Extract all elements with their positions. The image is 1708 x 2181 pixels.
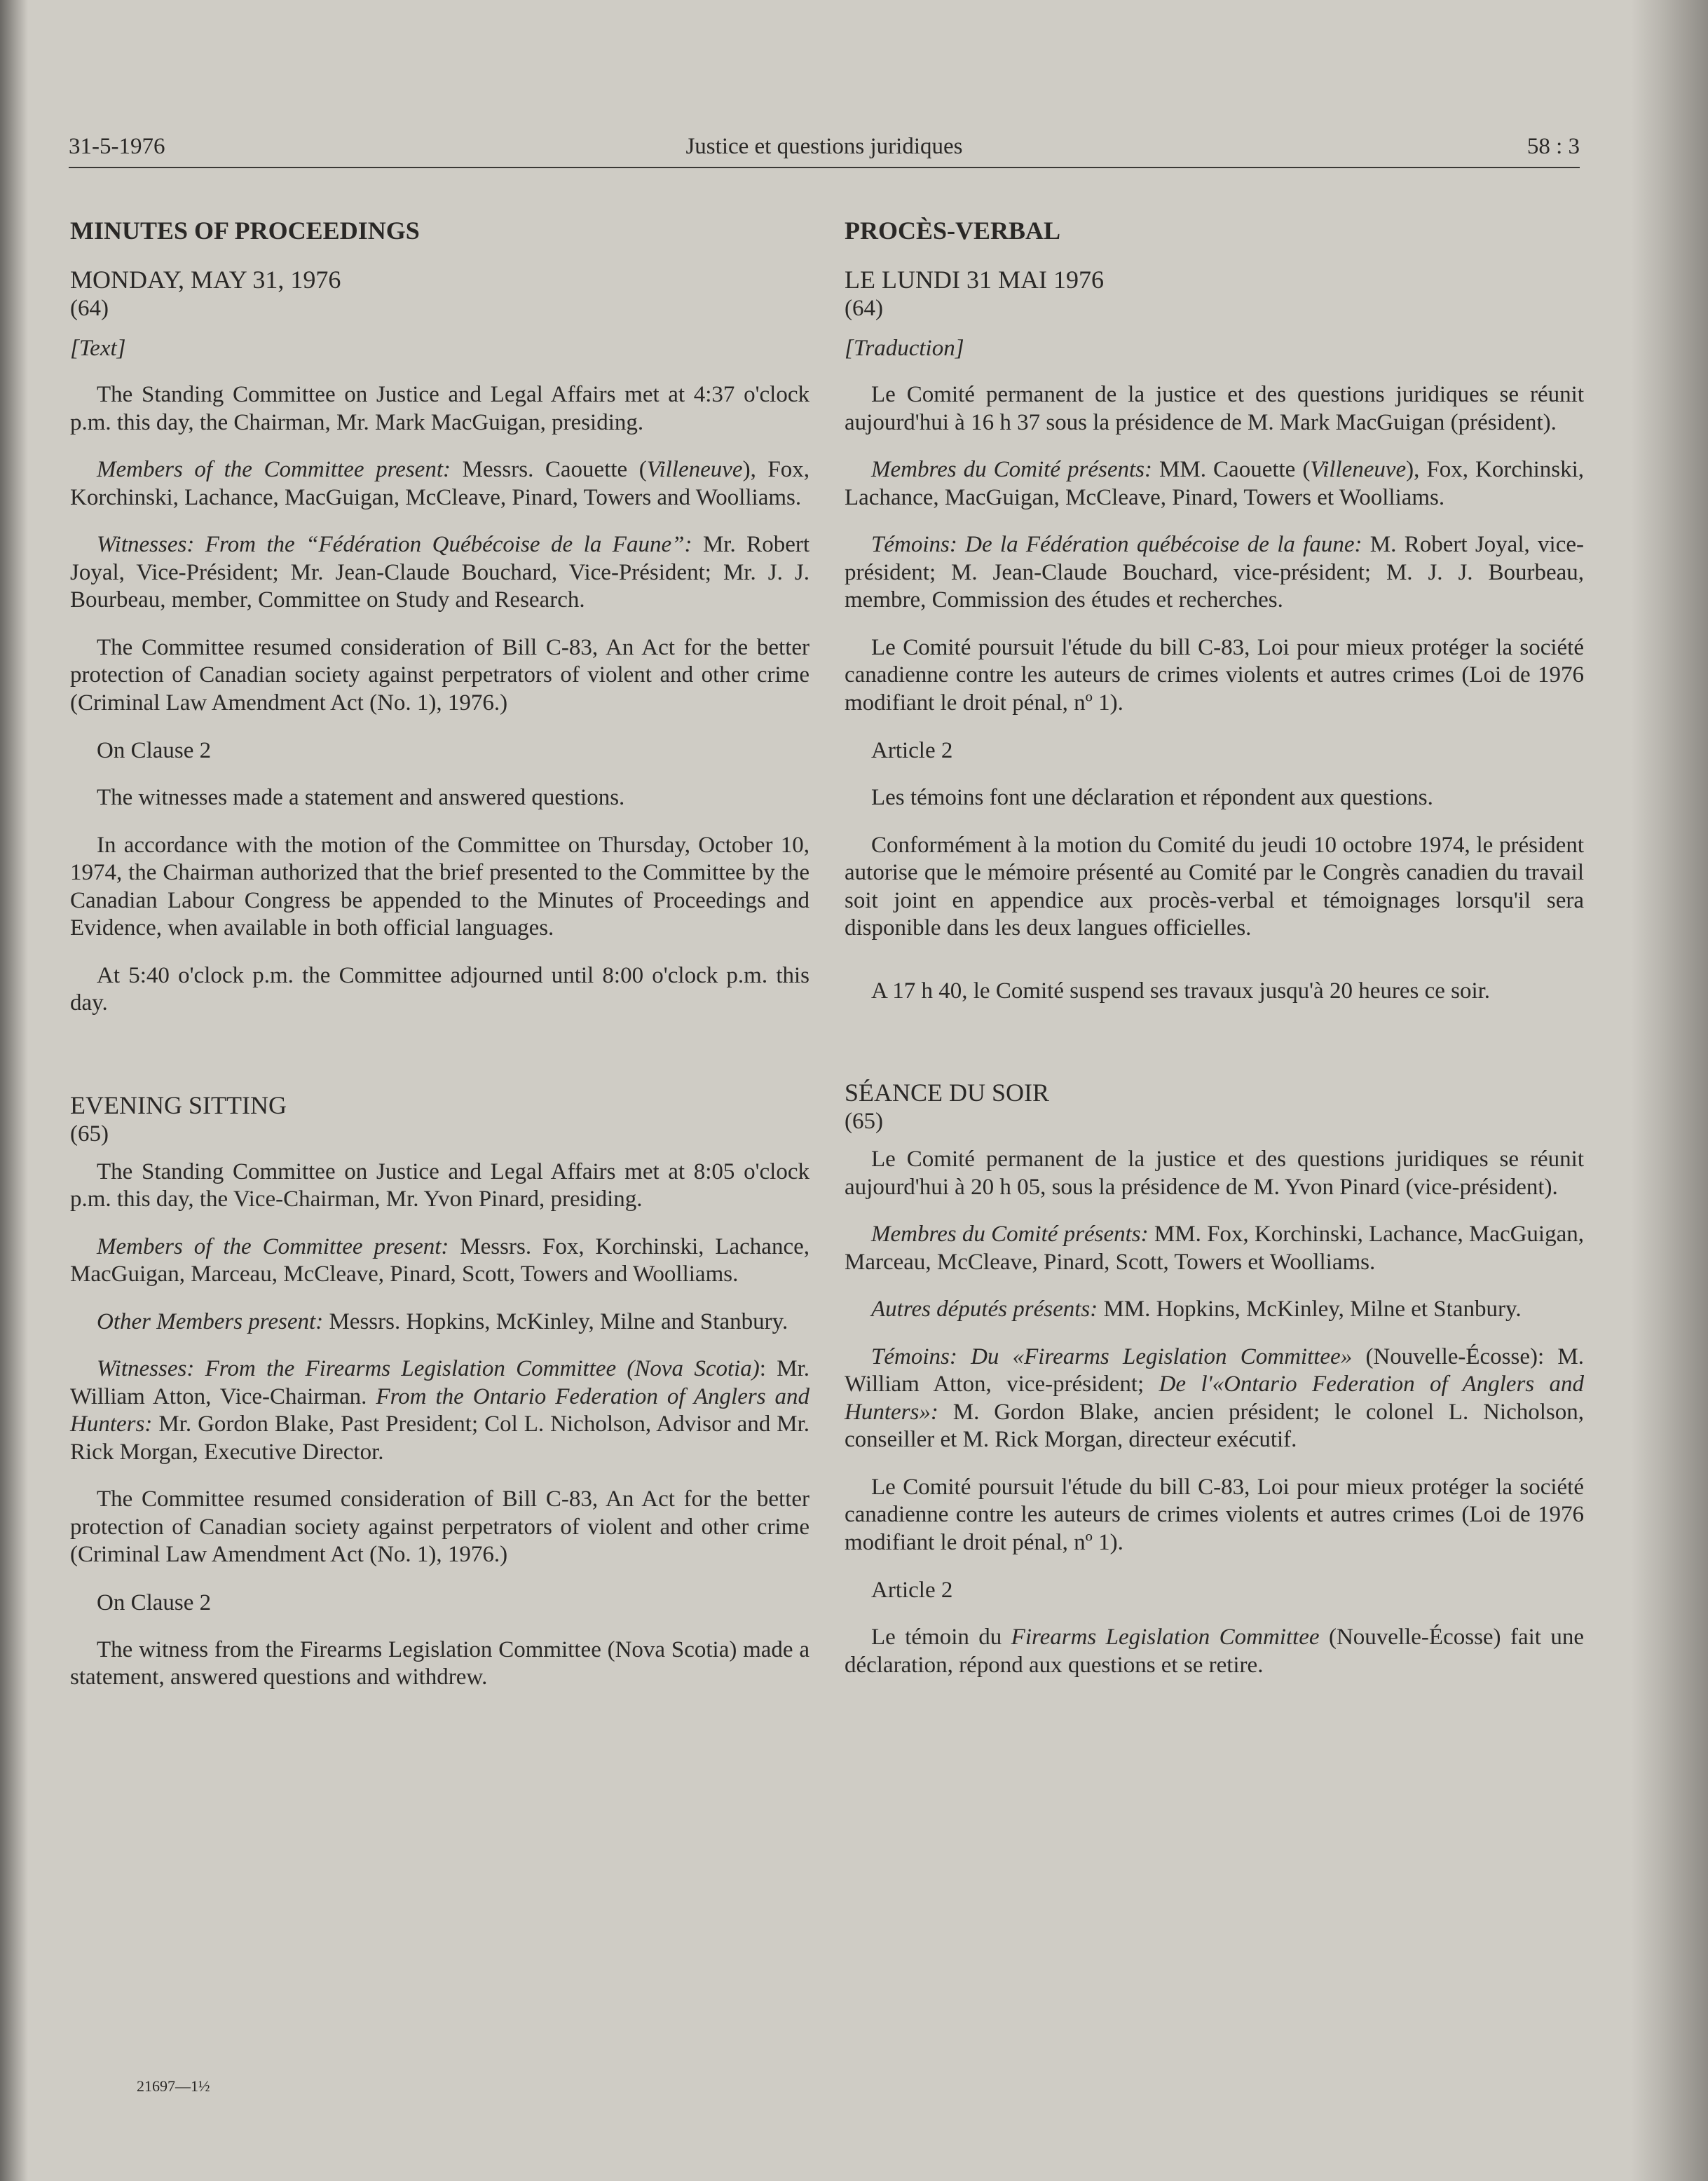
members-paragraph: Members of the Committee present: Messrs. Caouette (Villeneuve), Fox, Korchinski, Lachance, MacGuigan, McCleave, Pinard, Towers and Woolliams.	[70, 457, 809, 510]
fr-evening-bill-paragraph: Le Comité poursuit l'étude du bill C-83, Loi pour mieux protéger la société canadienne contre les auteurs de crimes violents et autres crimes (Loi de 1976 modifiant le droit pénal, nº 1).	[845, 1474, 1584, 1555]
translation-tag: [Traduction]	[845, 336, 964, 361]
scan-shadow-left	[0, 0, 28, 2181]
motion-paragraph: In accordance with the motion of the Committee on Thursday, October 10, 1974, the Chairman authorized that the brief presented to the Committee by the Canadian Labour Congress be appended to the Minutes of Proceedings and Evidence, when available in both official languages.	[70, 832, 809, 941]
print-footnote: 21697—1½	[137, 2077, 210, 2095]
header-page-number: 58 : 3	[1526, 134, 1580, 159]
fr-statement-paragraph: Les témoins font une déclaration et répondent aux questions.	[871, 785, 1433, 810]
fr-evening-clause-heading: Article 2	[871, 1578, 953, 1603]
text-tag: [Text]	[70, 336, 126, 361]
french-column	[845, 203, 1584, 2095]
sitting-number: (64)	[70, 296, 109, 321]
evening-heading: EVENING SITTING	[70, 1090, 287, 1119]
statement-paragraph: The witnesses made a statement and answered questions.	[97, 785, 625, 810]
proces-verbal-heading: PROCÈS-VERBAL	[845, 217, 1061, 245]
running-header	[69, 125, 1580, 168]
sitting-date: MONDAY, MAY 31, 1976	[70, 266, 341, 294]
opening-paragraph: The Standing Committee on Justice and Legal Affairs met at 4:37 o'clock p.m. this day, the Chairman, Mr. Mark MacGuigan, presiding.	[70, 382, 809, 435]
scan-shadow-right	[1631, 0, 1708, 2181]
fr-evening-members-paragraph: Membres du Comité présents: MM. Fox, Korchinski, Lachance, MacGuigan, Marceau, McCleave, Pinard, Scott, Towers et Woolliams.	[845, 1222, 1585, 1275]
evening-bill-paragraph: The Committee resumed consideration of Bill C-83, An Act for the better protection of Canadian society against perpetrators of violent and other crime (Criminal Law Amendment Act (No. 1), 1976.)	[70, 1486, 809, 1567]
english-column	[70, 203, 809, 2095]
clause-heading: On Clause 2	[97, 738, 212, 763]
adjourn-paragraph: At 5:40 o'clock p.m. the Committee adjourned until 8:00 o'clock p.m. this day.	[70, 962, 809, 1016]
fr-evening-witnesses-paragraph: Témoins: Du «Firearms Legislation Committee» (Nouvelle-Écosse): M. William Atton, vice-président; De l'«Ontario Federation of Anglers and Hunters»: M. Gordon Blake, ancien président; le colonel L. Nicholson, conseiller et M. Rick Morgan, directeur exécutif.	[845, 1344, 1584, 1452]
fr-sitting-date: LE LUNDI 31 MAI 1976	[845, 266, 1104, 294]
evening-opening-paragraph: The Standing Committee on Justice and Legal Affairs met at 8:05 o'clock p.m. this day, the Vice-Chairman, Mr. Yvon Pinard, presiding.	[70, 1158, 809, 1212]
evening-other-members-paragraph: Other Members present: Messrs. Hopkins, McKinley, Milne and Stanbury.	[97, 1308, 788, 1334]
evening-number: (65)	[70, 1121, 109, 1147]
bill-paragraph: The Committee resumed consideration of Bill C-83, An Act for the better protection of Canadian society against perpetrators of violent and other crime (Criminal Law Amendment Act (No. 1), 1976.)	[70, 634, 809, 716]
evening-witnesses-paragraph: Witnesses: From the Firearms Legislation Committee (Nova Scotia): Mr. William Atton, Vice-Chairman. From the Ontario Federation of Anglers and Hunters: Mr. Gordon Blake, Past President; Col L. Nicholson, Advisor and Mr. Rick Morgan, Executive Director.	[70, 1356, 810, 1465]
fr-evening-opening-paragraph: Le Comité permanent de la justice et des questions juridiques se réunit aujourd'hui à 20 h 05, sous la présidence de M. Yvon Pinard (vice-président).	[845, 1147, 1584, 1200]
fr-witnesses-paragraph: Témoins: De la Fédération québécoise de la faune: M. Robert Joyal, vice-président; M. Jean-Claude Bouchard, vice-président; M. J. J. Bourbeau, membre, Commission des études et recherches.	[845, 532, 1585, 613]
fr-sitting-number: (64)	[845, 296, 883, 321]
fr-opening-paragraph: Le Comité permanent de la justice et des questions juridiques se réunit aujourd'hui à 16 h 37 sous la présidence de M. Mark MacGuigan (président).	[845, 382, 1584, 435]
evening-clause-heading: On Clause 2	[97, 1589, 212, 1615]
fr-adjourn-paragraph: A 17 h 40, le Comité suspend ses travaux jusqu'à 20 heures ce soir.	[871, 978, 1491, 1004]
fr-evening-other-members-paragraph: Autres députés présents: MM. Hopkins, McKinley, Milne et Stanbury.	[871, 1297, 1522, 1322]
evening-members-paragraph: Members of the Committee present: Messrs. Fox, Korchinski, Lachance, MacGuigan, Marceau, McCleave, Pinard, Scott, Towers and Woolliams.	[70, 1233, 809, 1287]
header-title: Justice et questions juridiques	[685, 134, 963, 159]
fr-motion-paragraph: Conformément à la motion du Comité du jeudi 10 octobre 1974, le président autorise que le mémoire présenté au Comité par le Congrès canadien du travail soit joint en appendice aux procès-verbal et témoignages lorsqu'il sera disponible dans les deux langues officielles.	[845, 832, 1584, 941]
header-date: 31-5-1976	[69, 134, 165, 159]
fr-evening-final-paragraph: Le témoin du Firearms Legislation Committee (Nouvelle-Écosse) fait une déclaration, répond aux questions et se retire.	[845, 1625, 1584, 1678]
evening-final-paragraph: The witness from the Firearms Legislation Committee (Nova Scotia) made a statement, answered questions and withdrew.	[70, 1636, 809, 1690]
fr-members-paragraph: Membres du Comité présents: MM. Caouette (Villeneuve), Fox, Korchinski, Lachance, MacGuigan, McCleave, Pinard, Towers et Woolliams.	[845, 457, 1584, 510]
witnesses-paragraph: Witnesses: From the “Fédération Québécoise de la Faune”: Mr. Robert Joyal, Vice-Président; Mr. Jean-Claude Bouchard, Vice-Président; Mr. J. J. Bourbeau, member, Committee on Study and Research.	[70, 532, 809, 613]
members-label: Members of the Committee present:	[97, 457, 451, 482]
fr-clause-heading: Article 2	[871, 738, 953, 763]
witnesses-label: Witnesses: From the “Fédération Québécoise de la Faune”:	[97, 532, 692, 557]
fr-bill-paragraph: Le Comité poursuit l'étude du bill C-83, Loi pour mieux protéger la société canadienne contre les auteurs de crimes violents et autres crimes (Loi de 1976 modifiant le droit pénal, nº 1).	[845, 634, 1584, 716]
fr-evening-number: (65)	[845, 1109, 883, 1134]
fr-evening-heading: SÉANCE DU SOIR	[845, 1079, 1050, 1107]
minutes-heading: MINUTES OF PROCEEDINGS	[70, 217, 420, 245]
